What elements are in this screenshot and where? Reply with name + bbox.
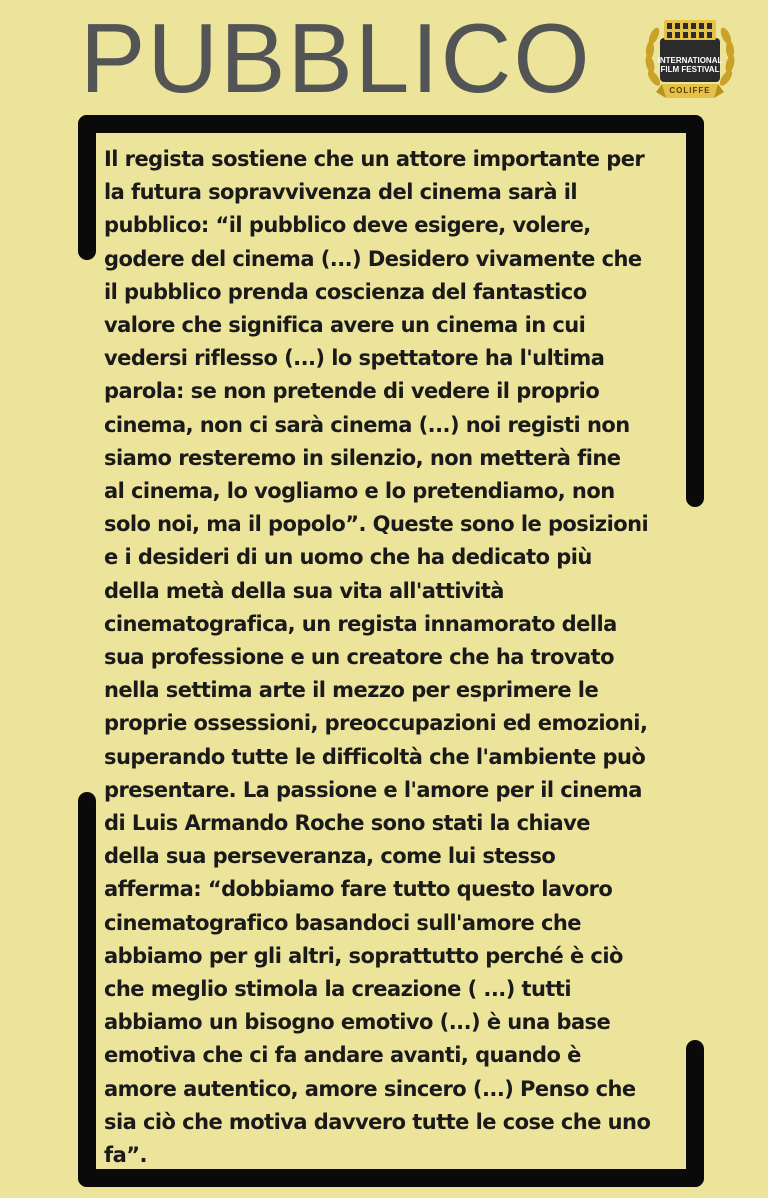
logo-badge: COLIFFE bbox=[669, 86, 711, 95]
logo-line-1: INTERNATIONAL bbox=[657, 56, 723, 65]
frame-left-bottom-stroke bbox=[78, 792, 96, 1187]
frame-left-top-stroke bbox=[78, 115, 96, 260]
article-body: Il regista sostiene che un attore importante per la futura sopravvivenza del cinema sarà il pubblico: “il pubblico deve esigere, volere, godere del cinema (...) Desidero vivamente che il pubblico prenda coscienza del fantastico valore che significa avere un cinema in cui vedersi riflesso (...) lo spettatore ha l'ultima parola: se non pretende di vedere il proprio cinema, non ci sarà cinema (...) noi registi non siamo resteremo in silenzio, non metterà fine al cinema, lo vogliamo e lo pretendiamo, non solo noi, ma il popolo”. Queste sono le posizioni e i desideri di un uomo che ha dedicato più della metà della sua vita all'attività cinematografica, un regista innamorato della sua professione e un creatore che ha trovato nella settima arte il mezzo per esprimere le proprie ossessioni, preoccupazioni ed emozioni, superando tutte le difficoltà che l'ambiente può presentare. La passione e l'amore per il cinema di Luis Armando Roche sono stati la chiave della sua perseveranza, come lui stesso afferma: “dobbiamo fare tutto questo lavoro cinematografico basandoci sull'amore che abbiamo per gli altri, soprattutto perché è ciò che meglio stimola la creazione ( ...) tutti abbiamo un bisogno emotivo (...) è una base emotiva che ci fa andare avanti, quando è amore autentico, amore sincero (...) Penso che sia ciò che motiva davvero tutte le cose che uno fa”. bbox=[104, 147, 651, 1168]
page-title: PUBBLICO bbox=[80, 3, 592, 113]
logo-line-2: FILM FESTIVAL bbox=[660, 65, 720, 74]
frame-top-bar bbox=[78, 115, 704, 133]
festival-logo bbox=[640, 8, 740, 108]
